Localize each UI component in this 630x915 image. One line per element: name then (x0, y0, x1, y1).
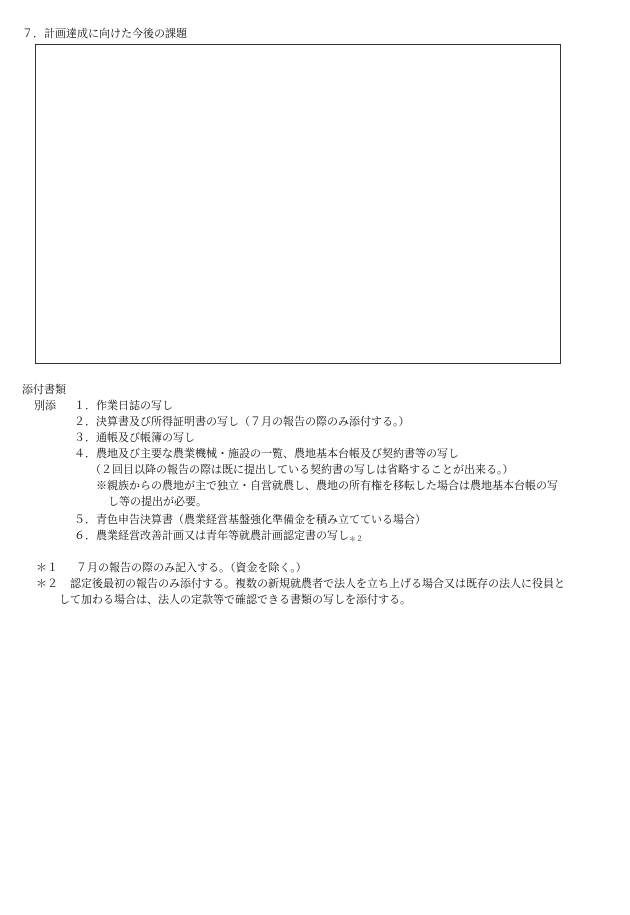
note-mark: ＊１ (36, 561, 58, 574)
attachment-item-text: 農地及び主要な農業機械・施設の一覧、農地基本台帳及び契約書等の写し (96, 447, 459, 460)
attachment-item-4-note2-line2: し等の提出が必要。 (108, 495, 207, 508)
attachment-item-number: １． (74, 399, 96, 412)
note-2-continuation: して加わる場合は、法人の定款等で確認できる書類の写しを添付する。 (59, 593, 411, 606)
plan-input-box[interactable] (35, 44, 561, 364)
attachment-item-text: 農業経営改善計画又は青年等就農計画認定書の写し (96, 529, 349, 542)
attachments-heading: 添付書類 (22, 383, 66, 396)
attachment-item-number: ６． (74, 529, 96, 542)
attachment-item-number: ２． (74, 415, 96, 428)
attachment-item-number: ４． (74, 447, 96, 460)
attachments-bessou-label: 別添 (34, 399, 56, 412)
attachment-item-5 (74, 512, 426, 528)
attachment-item-4-note2-line1: ※親族からの農地が主で独立・自営就農し、農地の所有権を移転した場合は農地基本台帳の写 (96, 479, 558, 492)
attachment-item-2 (74, 414, 410, 430)
note-1 (36, 560, 307, 576)
attachment-item-text: 青色申告決算書（農業経営基盤強化準備金を積み立てている場合） (96, 513, 426, 526)
attachment-item-4-note1: （２回目以降の報告の際は既に提出している契約書の写しは省略することが出来る。） (90, 463, 514, 476)
section-title: ７．計画達成に向けた今後の課題 (22, 27, 187, 40)
note-text: ７月の報告の際のみ記入する。（資金を除く。） (76, 561, 307, 574)
attachment-item-6 (74, 528, 363, 547)
attachment-item-text: 通帳及び帳簿の写し (96, 431, 195, 444)
attachment-item-3 (74, 430, 195, 446)
note-2 (36, 576, 565, 592)
attachment-item-number: ３． (74, 431, 96, 444)
attachment-item-1 (74, 398, 173, 414)
note-mark: ＊２ (36, 577, 58, 590)
attachment-item-4 (74, 446, 459, 462)
attachment-item-text: 決算書及び所得証明書の写し（７月の報告の際のみ添付する。） (96, 415, 410, 428)
attachment-item-text: 作業日誌の写し (96, 399, 173, 412)
attachment-item-superscript: ＊２ (349, 535, 363, 543)
note-text: 認定後最初の報告のみ添付する。複数の新規就農者で法人を立ち上げる場合又は既存の法人に役員と (70, 577, 565, 590)
attachment-item-number: ５． (74, 513, 96, 526)
